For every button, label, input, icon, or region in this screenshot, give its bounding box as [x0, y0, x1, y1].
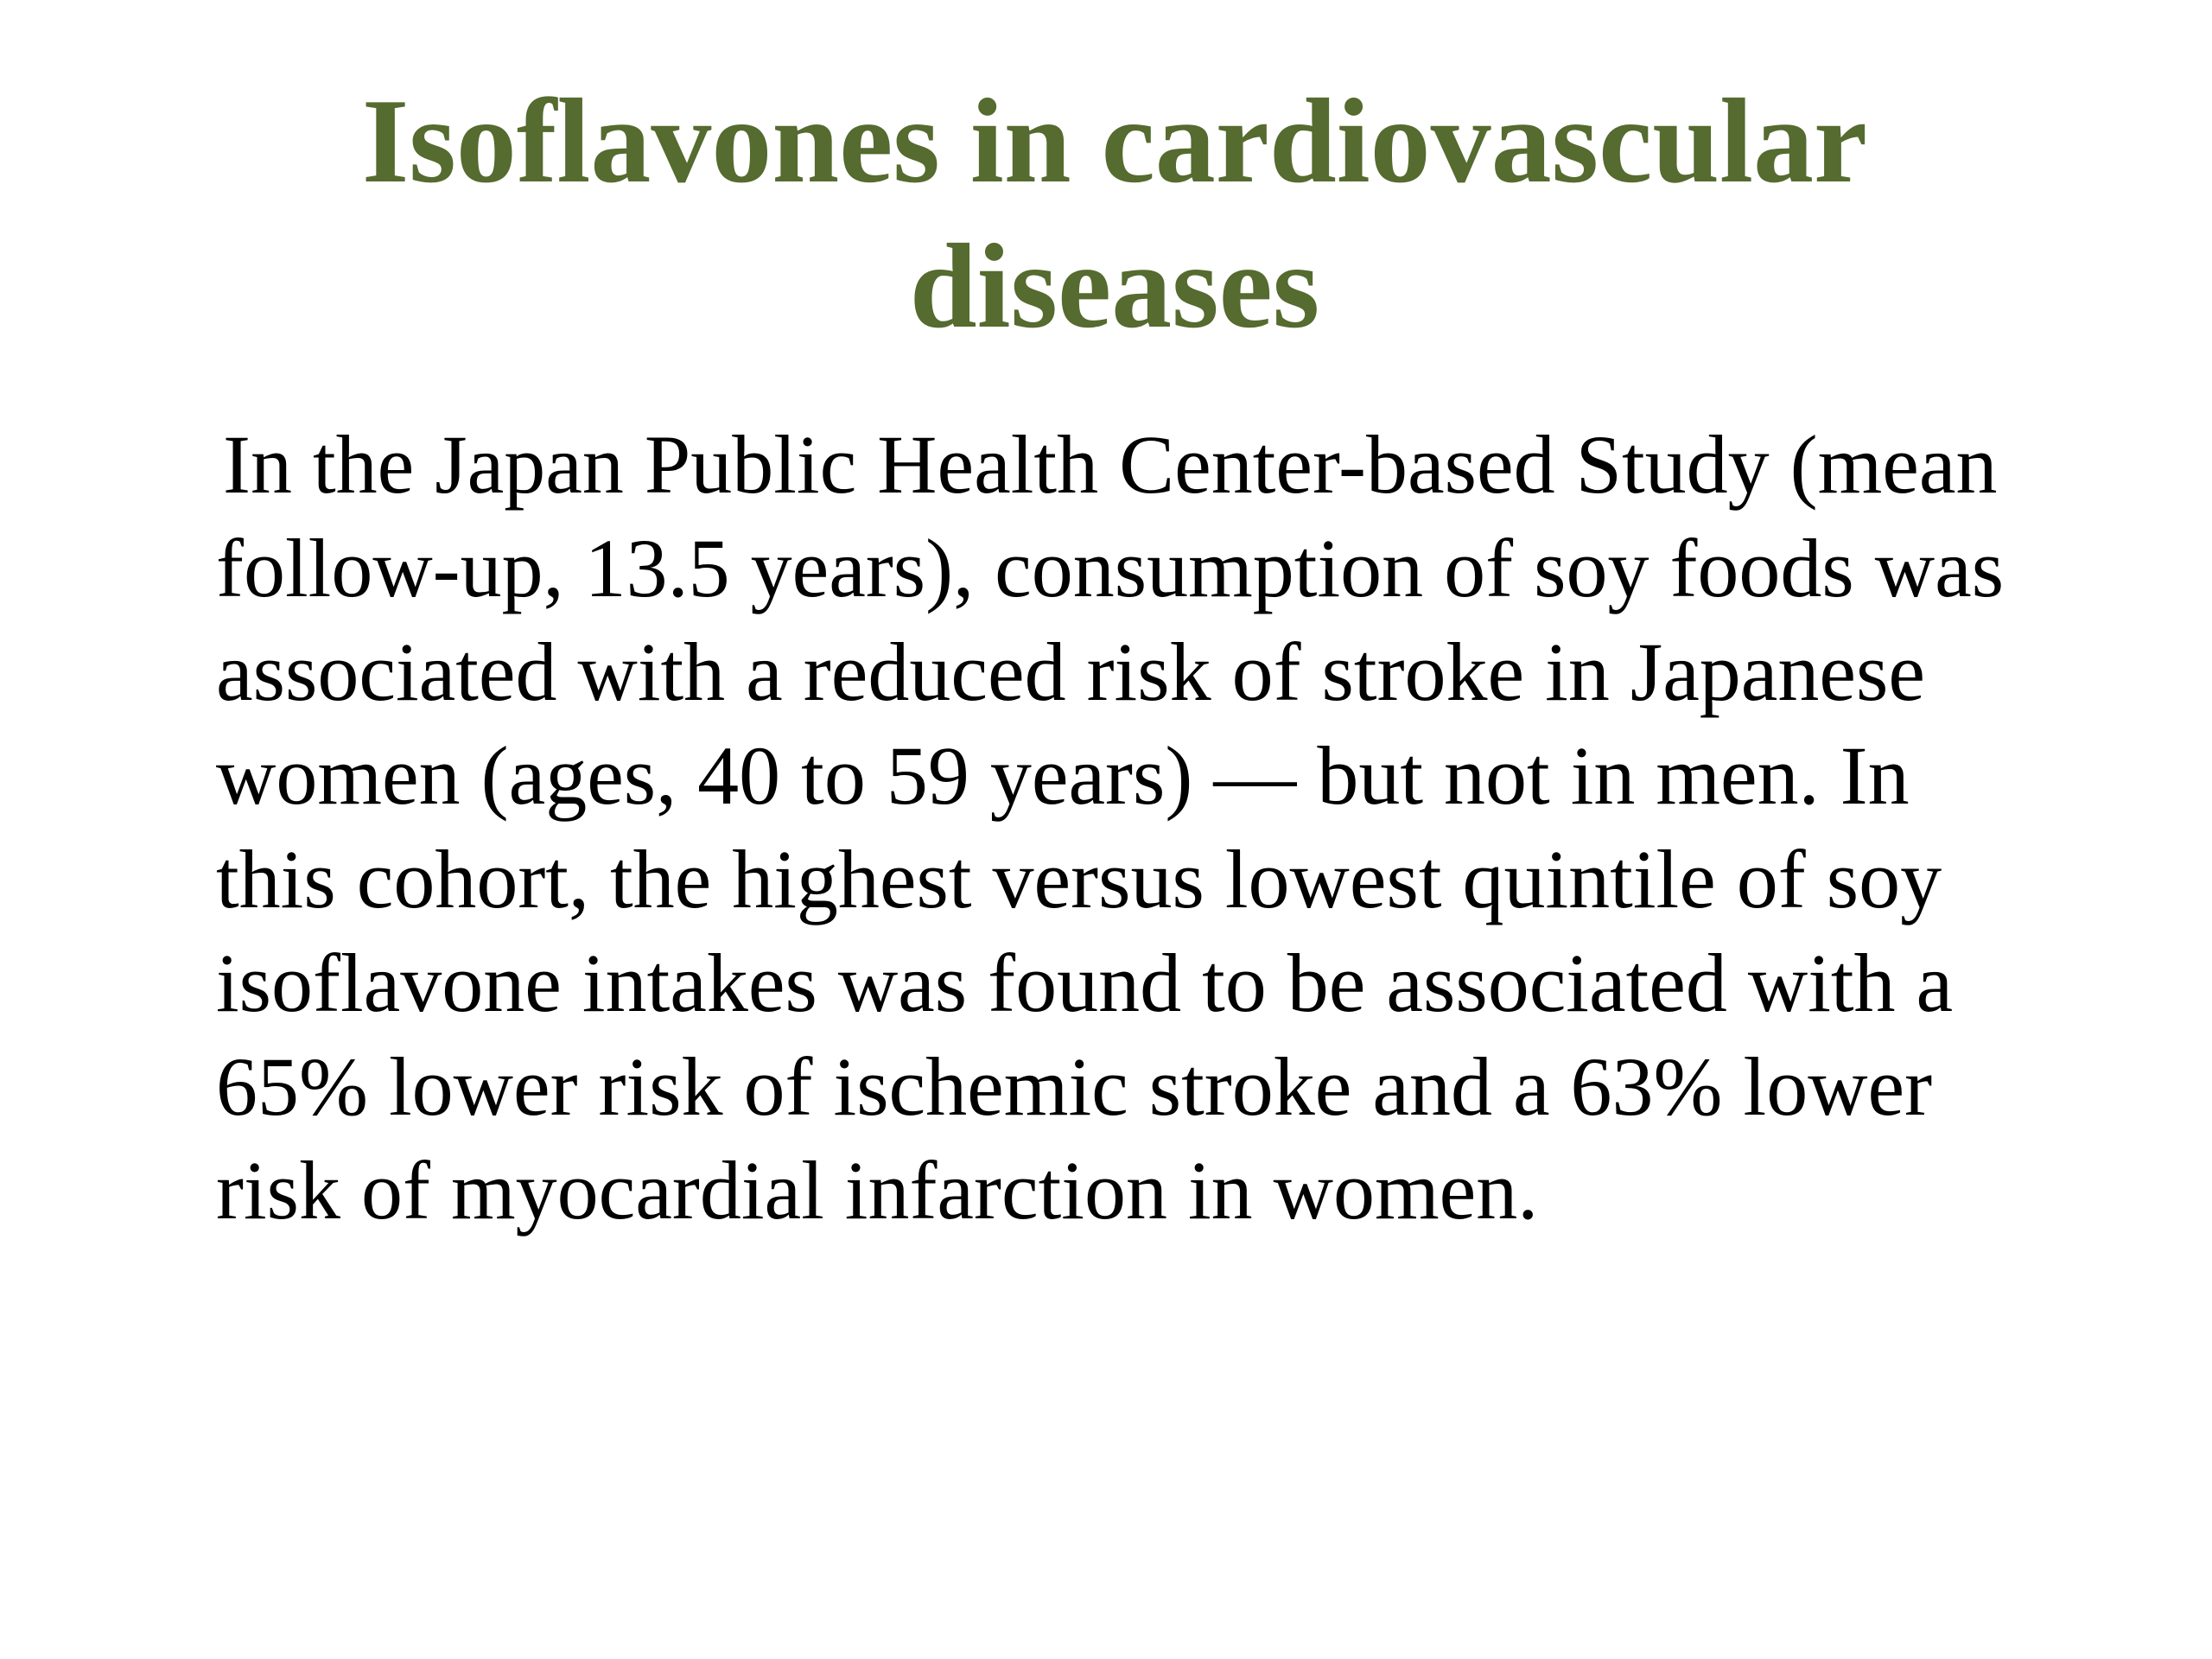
- slide-title: [173, 69, 2056, 359]
- body-text-line: In the Japan Public Health Center-based Study (mean: [223, 418, 1998, 511]
- body-text-line: risk of myocardial infarction in women.: [216, 1144, 1539, 1236]
- slide-title-line: diseases: [909, 219, 1320, 353]
- body-text-line: associated with a reduced risk of stroke in Japanese: [216, 626, 1925, 718]
- slide-body-paragraph: [216, 413, 2160, 1243]
- slide-title-line: Isoflavones in cardiovascular: [361, 74, 1868, 208]
- body-text-line: isoflavone intakes was found to be associated with a: [216, 937, 1954, 1029]
- body-text-line: follow-up, 13.5 years), consumption of soy foods was: [216, 522, 2005, 614]
- body-text-line: women (ages, 40 to 59 years) — but not in men. In: [216, 729, 1910, 822]
- body-text-line: 65% lower risk of ischemic stroke and a 63% lower: [216, 1040, 1933, 1133]
- body-text-line: this cohort, the highest versus lowest quintile of soy: [216, 833, 1942, 925]
